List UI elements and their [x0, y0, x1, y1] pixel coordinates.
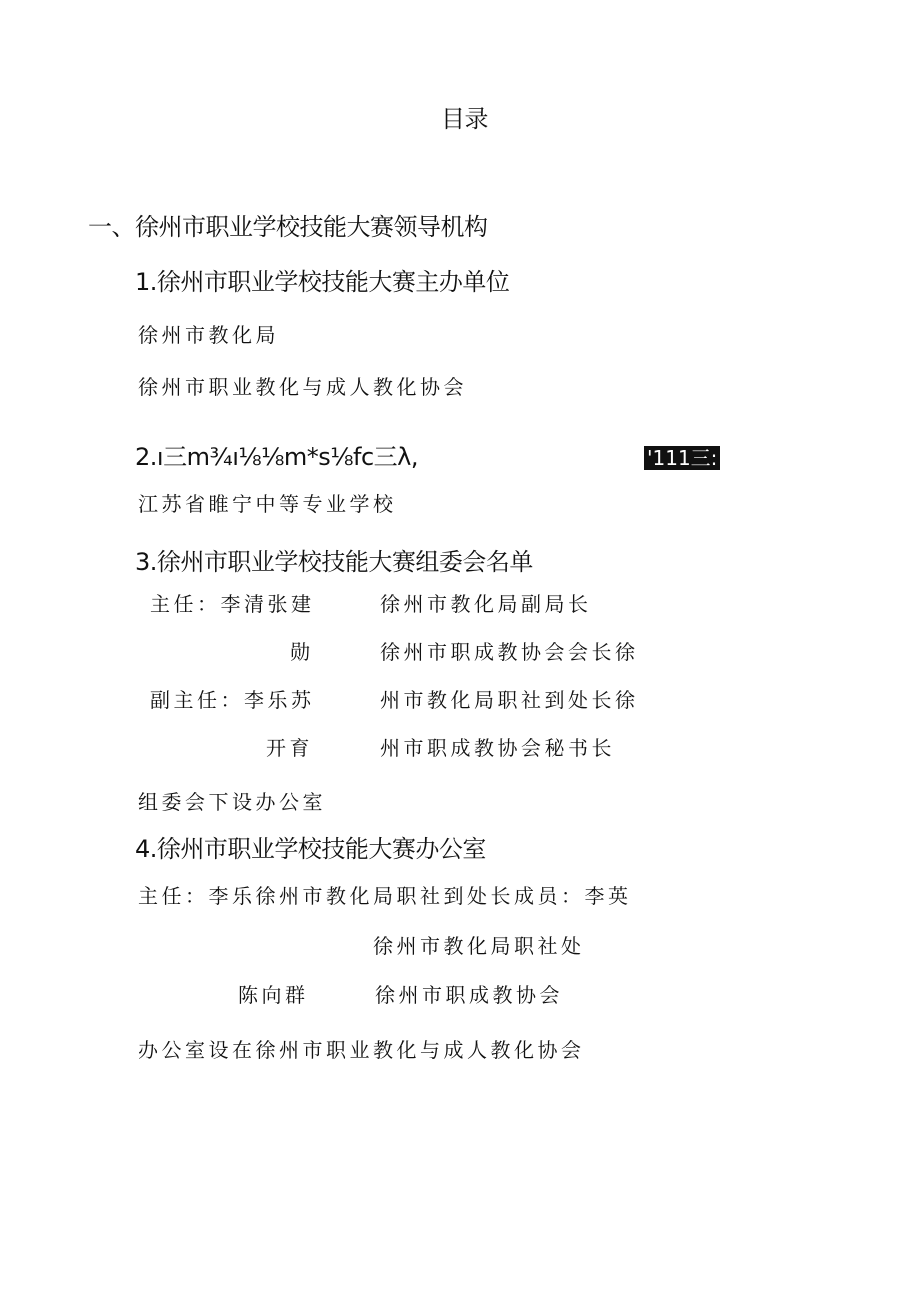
committee-role: 徐州市职成教协会会长徐: [380, 640, 639, 664]
committee-note: 组委会下设办公室: [138, 790, 326, 814]
garbled-badge: '111三:: [644, 446, 720, 470]
office-staff-line: 主任：李乐徐州市教化局职社到处长成员：李英: [138, 884, 632, 908]
organizer-line: 徐州市教化局: [138, 323, 279, 347]
subsection-heading-4: 4.徐州市职业学校技能大赛办公室: [135, 835, 486, 863]
committee-name: 勋: [290, 640, 314, 664]
organizer-line: 徐州市职业教化与成人教化协会: [138, 375, 467, 399]
committee-role: 州市教化局职社到处长徐: [380, 688, 639, 712]
subsection-heading-1: 1.徐州市职业学校技能大赛主办单位: [135, 268, 510, 296]
committee-role: 徐州市教化局副局长: [380, 592, 592, 616]
office-location-note: 办公室设在徐州市职业教化与成人教化协会: [138, 1038, 585, 1062]
section-heading: 一、徐州市职业学校技能大赛领导机构: [88, 213, 488, 241]
committee-name: 主任：李清张建: [150, 592, 315, 616]
committee-name: 开育: [266, 736, 313, 760]
committee-name: 副主任：李乐苏: [150, 688, 315, 712]
office-staff-name: 陈向群: [238, 983, 309, 1007]
host-school-line: 江苏省睢宁中等专业学校: [138, 492, 397, 516]
page-title: 目录: [441, 105, 488, 133]
subsection-heading-2: 2.ı三m¾ı⅛⅛m*s⅛fc三λ,: [135, 443, 419, 471]
office-staff-role: 徐州市职成教协会: [375, 983, 563, 1007]
subsection-heading-3: 3.徐州市职业学校技能大赛组委会名单: [135, 548, 533, 576]
committee-role: 州市职成教协会秘书长: [380, 736, 615, 760]
office-staff-role: 徐州市教化局职社处: [373, 934, 585, 958]
